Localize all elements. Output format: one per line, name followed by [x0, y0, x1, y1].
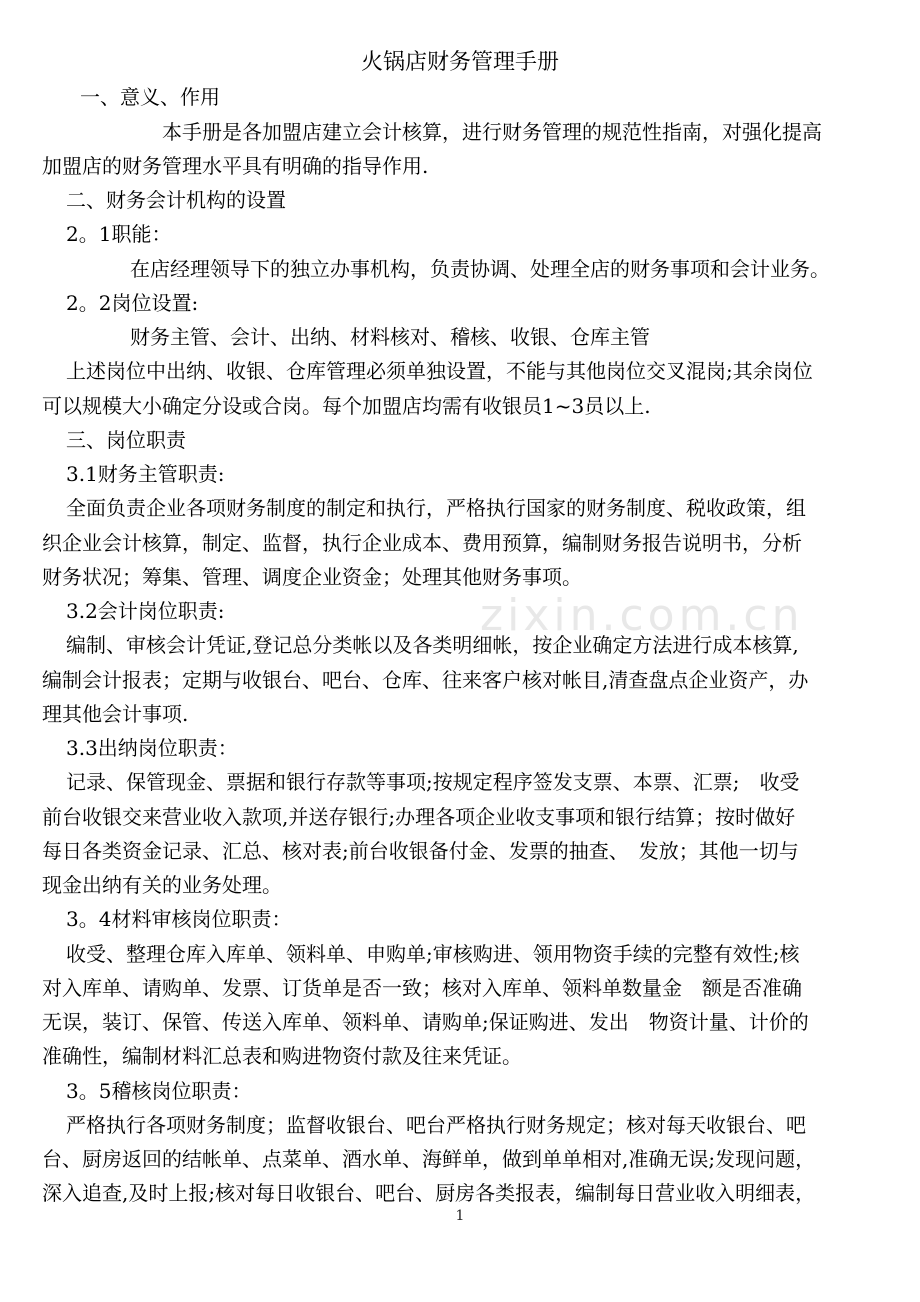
section-heading-2: 二、财务会计机构的设置	[66, 188, 286, 212]
paragraph-line: 财务主管、会计、出纳、材料核对、稽核、收银、仓库主管	[130, 325, 650, 349]
paragraph-line: 每日各类资金记录、汇总、核对表;前台收银备付金、发票的抽查、 发放；其他一切与	[42, 839, 799, 863]
subsection-heading: 3.2会计岗位职责:	[66, 599, 225, 623]
paragraph-line: 记录、保管现金、票据和银行存款等事项;按规定程序签发支票、本票、汇票; 收受	[66, 770, 800, 794]
subsection-heading: 2。2岗位设置:	[66, 291, 199, 315]
paragraph-line: 织企业会计核算，制定、监督，执行企业成本、费用预算，编制财务报告说明书，分析	[42, 531, 802, 555]
paragraph-line: 现金出纳有关的业务处理。	[42, 873, 282, 897]
paragraph-line: 财务状况；筹集、管理、调度企业资金；处理其他财务事项。	[42, 565, 582, 589]
section-heading-1: 一、意义、作用	[80, 85, 220, 109]
subsection-heading: 3。4材料审核岗位职责：	[66, 907, 292, 931]
paragraph-line: 前台收银交来营业收入款项,并送存银行;办理各项企业收支事项和银行结算；按时做好	[42, 805, 796, 829]
subsection-heading: 3。5稽核岗位职责：	[66, 1079, 252, 1103]
subsection-heading: 3.1财务主管职责:	[66, 462, 225, 486]
subsection-heading: 2。1职能：	[66, 222, 172, 246]
paragraph-line: 可以规模大小确定分设或合岗。每个加盟店均需有收银员1~3员以上.	[42, 394, 651, 418]
paragraph-line: 对入库单、请购单、发票、订货单是否一致；核对入库单、领料单数量金 额是否准确	[42, 976, 802, 1000]
paragraph-line: 收受、整理仓库入库单、领料单、申购单;审核购进、领用物资手续的完整有效性;核	[66, 942, 800, 966]
page-number: 1	[455, 1208, 465, 1224]
paragraph-line: 严格执行各项财务制度；监督收银台、吧台严格执行财务规定；核对每天收银台、吧	[66, 1113, 806, 1137]
paragraph-line: 全面负责企业各项财务制度的制定和执行，严格执行国家的财务制度、税收政策，组	[66, 496, 806, 520]
paragraph-line: 深入追查,及时上报;核对每日收银台、吧台、厨房各类报表，编制每日营业收入明细表，	[42, 1181, 816, 1205]
paragraph-line: 编制会计报表；定期与收银台、吧台、仓库、往来客户核对帐目,清查盘点企业资产，办	[42, 668, 809, 692]
paragraph-line: 本手册是各加盟店建立会计核算，进行财务管理的规范性指南，对强化提高	[162, 120, 822, 144]
paragraph-line: 理其他会计事项.	[42, 702, 189, 726]
paragraph-line: 台、厨房返回的结帐单、点菜单、酒水单、海鲜单，做到单单相对,准确无误;发现问题，	[42, 1147, 816, 1171]
paragraph-line: 编制、审核会计凭证,登记总分类帐以及各类明细帐，按企业确定方法进行成本核算,	[66, 633, 799, 657]
paragraph-line: 上述岗位中出纳、收银、仓库管理必须单独设置，不能与其他岗位交叉混岗;其余岗位	[66, 359, 813, 383]
page-title: 火锅店财务管理手册	[360, 50, 559, 75]
paragraph-line: 在店经理领导下的独立办事机构，负责协调、处理全店的财务事项和会计业务。	[130, 257, 830, 281]
paragraph-line: 准确性，编制材料汇总表和购进物资付款及往来凭证。	[42, 1044, 522, 1068]
paragraph-line: 无误，装订、保管、传送入库单、领料单、请购单;保证购进、发出 物资计量、计价的	[42, 1010, 809, 1034]
section-heading-3: 三、岗位职责	[66, 428, 186, 452]
watermark: zixin.com.cn	[480, 590, 804, 641]
subsection-heading: 3.3出纳岗位职责：	[66, 736, 238, 760]
paragraph-line: 加盟店的财务管理水平具有明确的指导作用.	[42, 154, 429, 178]
